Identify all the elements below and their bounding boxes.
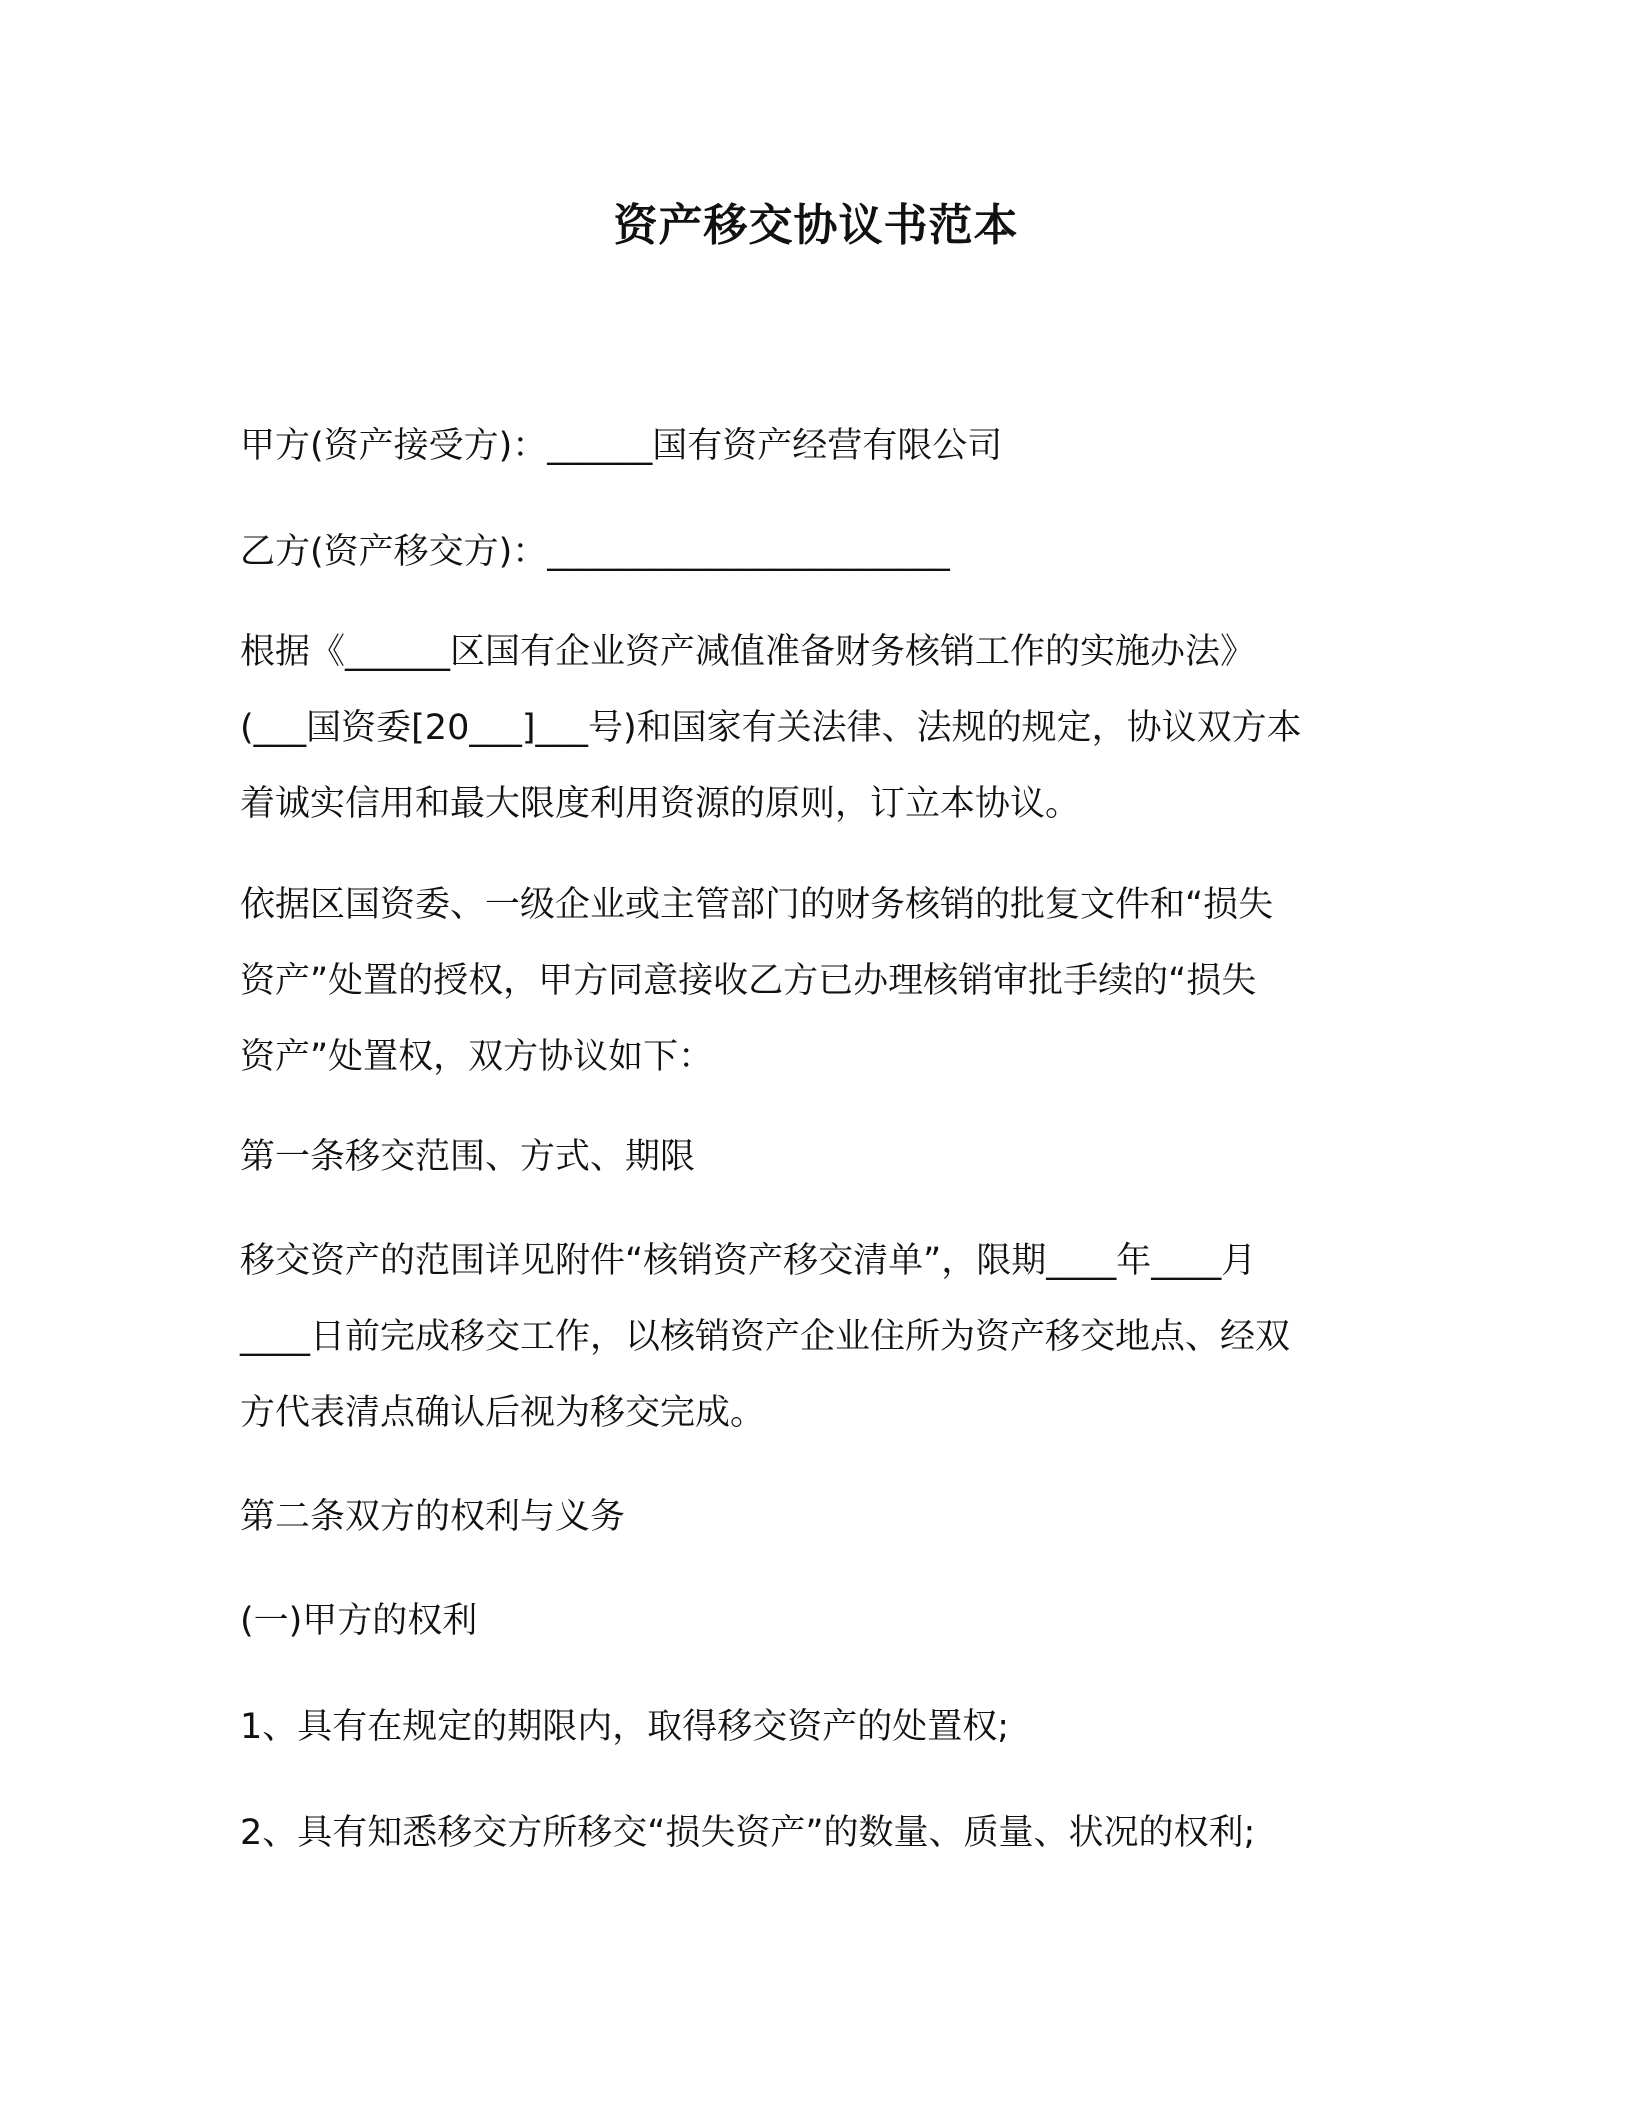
paragraph-line: 根据《______区国有企业资产减值准备财务核销工作的实施办法》 xyxy=(240,632,1256,672)
article-heading: 第一条移交范围、方式、期限 xyxy=(240,1137,696,1177)
paragraph-line: 依据区国资委、一级企业或主管部门的财务核销的批复文件和“损失 xyxy=(240,885,1274,925)
paragraph-line: 资产”处置权，双方协议如下： xyxy=(240,1037,714,1077)
party-b-line: 乙方(资产移交方)：_______________________ xyxy=(240,532,950,572)
paragraph-line: 移交资产的范围详见附件“核销资产移交清单”，限期____年____月 xyxy=(240,1241,1257,1281)
party-a-line: 甲方(资产接受方)：______国有资产经营有限公司 xyxy=(240,426,1003,466)
list-item: 2、具有知悉移交方所移交“损失资产”的数量、质量、状况的权利; xyxy=(240,1813,1256,1853)
paragraph-line: 资产”处置的授权，甲方同意接收乙方已办理核销审批手续的“损失 xyxy=(240,961,1257,1001)
paragraph-line: ____日前完成移交工作，以核销资产企业住所为资产移交地点、经双 xyxy=(240,1317,1291,1357)
list-item: 1、具有在规定的期限内，取得移交资产的处置权; xyxy=(240,1707,1010,1747)
paragraph-line: 方代表清点确认后视为移交完成。 xyxy=(240,1393,766,1433)
document-title: 资产移交协议书范本 xyxy=(613,200,1019,251)
paragraph-line: (___国资委[20___]___号)和国家有关法律、法规的规定，协议双方本 xyxy=(240,708,1302,748)
section-heading: (一)甲方的权利 xyxy=(240,1601,478,1641)
article-heading: 第二条双方的权利与义务 xyxy=(240,1497,626,1537)
paragraph-line: 着诚实信用和最大限度利用资源的原则，订立本协议。 xyxy=(240,784,1081,824)
